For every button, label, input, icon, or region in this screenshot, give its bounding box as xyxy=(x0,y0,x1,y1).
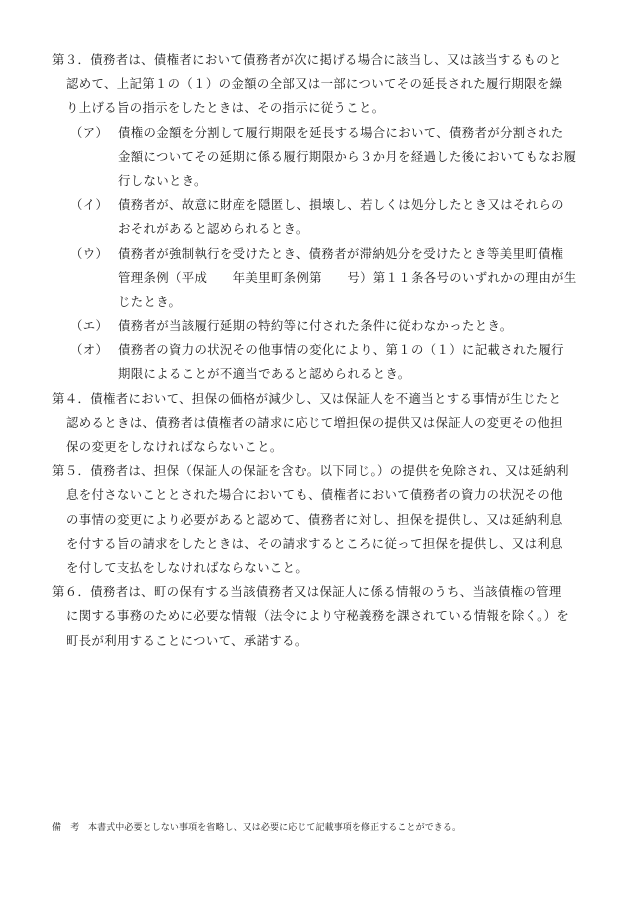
article-5-line-4: を付する旨の請求をしたときは、その請求するところに従って担保を提供し、又は利息 xyxy=(66,535,563,551)
item-o-line-1: 債務者の資力の状況その他事情の変化により、第１の（１）に記載された履行 xyxy=(118,342,564,358)
article-5-line-1: 第５．債務者は、担保（保証人の保証を含む。以下同じ。）の提供を免除され、又は延納利 xyxy=(52,463,569,479)
remarks-note xyxy=(52,822,461,834)
item-i-mark: （イ） xyxy=(70,197,109,213)
article-3-item-u xyxy=(52,242,612,315)
article-6-line-1: 第６．債務者は、町の保有する当該債務者又は保証人に係る情報のうち、当該債権の管理 xyxy=(52,584,562,600)
article-3-item-o xyxy=(52,338,612,386)
document-body xyxy=(52,48,612,653)
item-u-line-1: 債務者が強制執行を受けたとき、債務者が滞納処分を受けたとき等美里町債権 xyxy=(118,245,564,261)
article-4 xyxy=(52,387,612,460)
item-a-mark: （ア） xyxy=(70,124,109,140)
remarks-label: 備 考 xyxy=(52,823,80,833)
article-3 xyxy=(52,48,612,121)
article-3-item-a xyxy=(52,121,612,194)
item-u-mark: （ウ） xyxy=(70,245,109,261)
article-3-line-1: 第３．債務者は、債権者において債務者が次に掲げる場合に該当し、又は該当するものと xyxy=(52,52,562,67)
remarks-text: 本書式中必要としない事項を省略し、又は必要に応じて記載事項を修正することができる。 xyxy=(88,823,462,833)
item-i-line-2: おそれがあると認められるとき。 xyxy=(118,221,309,237)
article-4-line-1: 第４．債権者において、担保の価格が減少し、又は保証人を不適当とする事情が生じたと xyxy=(52,390,562,406)
article-4-line-3: 保の変更をしなければならないこと。 xyxy=(66,439,283,454)
article-3-line-3: り上げる旨の指示をしたときは、その指示に従うこと。 xyxy=(66,100,385,116)
article-3-item-e xyxy=(52,314,612,338)
article-4-line-2: 認めるときは、債務者は債権者の請求に応じて増担保の提供又は保証人の変更その他担 xyxy=(66,414,563,430)
item-i-line-1: 債務者が、故意に財産を隠匿し、損壊し、若しくは処分したとき又はそれらの xyxy=(118,197,564,213)
article-5-line-2: 息を付さないこととされた場合においても、債権者において債務者の資力の状況その他 xyxy=(66,487,563,503)
item-o-mark: （オ） xyxy=(70,342,109,358)
article-5-line-5: を付して支払をしなければならないこと。 xyxy=(66,559,309,575)
article-3-line-2: 認めて、上記第１の（１）の金額の全部又は一部についてその延長された履行期限を繰 xyxy=(66,76,563,92)
article-3-item-i xyxy=(52,193,612,241)
item-o-line-2: 期限によることが不適当であると認められるとき。 xyxy=(118,366,411,382)
item-e-mark: （エ） xyxy=(70,318,109,334)
article-6-line-3: 町長が利用することについて、承諾する。 xyxy=(66,632,308,648)
item-u-line-2: 管理条例（平成 年美里町条例第 号）第１１条各号のいずれかの理由が生 xyxy=(118,269,577,285)
article-6-line-2: に関する事務のために必要な情報（法令により守秘義務を課されている情報を除く。）を xyxy=(66,608,570,624)
item-e-line-1: 債務者が当該履行延期の特約等に付された条件に従わなかったとき。 xyxy=(118,318,513,334)
article-5-line-3: の事情の変更により必要があると認めて、債務者に対し、担保を提供し、又は延納利息 xyxy=(66,511,563,527)
article-6 xyxy=(52,580,612,653)
article-5 xyxy=(52,459,612,580)
item-a-line-1: 債権の金額を分割して履行期限を延長する場合において、債務者が分割された xyxy=(118,124,564,140)
item-a-line-2: 金額についてその延期に係る履行期限から３か月を経過した後においてもなお履 xyxy=(118,148,577,164)
item-u-line-3: じたとき。 xyxy=(118,293,182,309)
item-a-line-3: 行しないとき。 xyxy=(118,172,207,188)
